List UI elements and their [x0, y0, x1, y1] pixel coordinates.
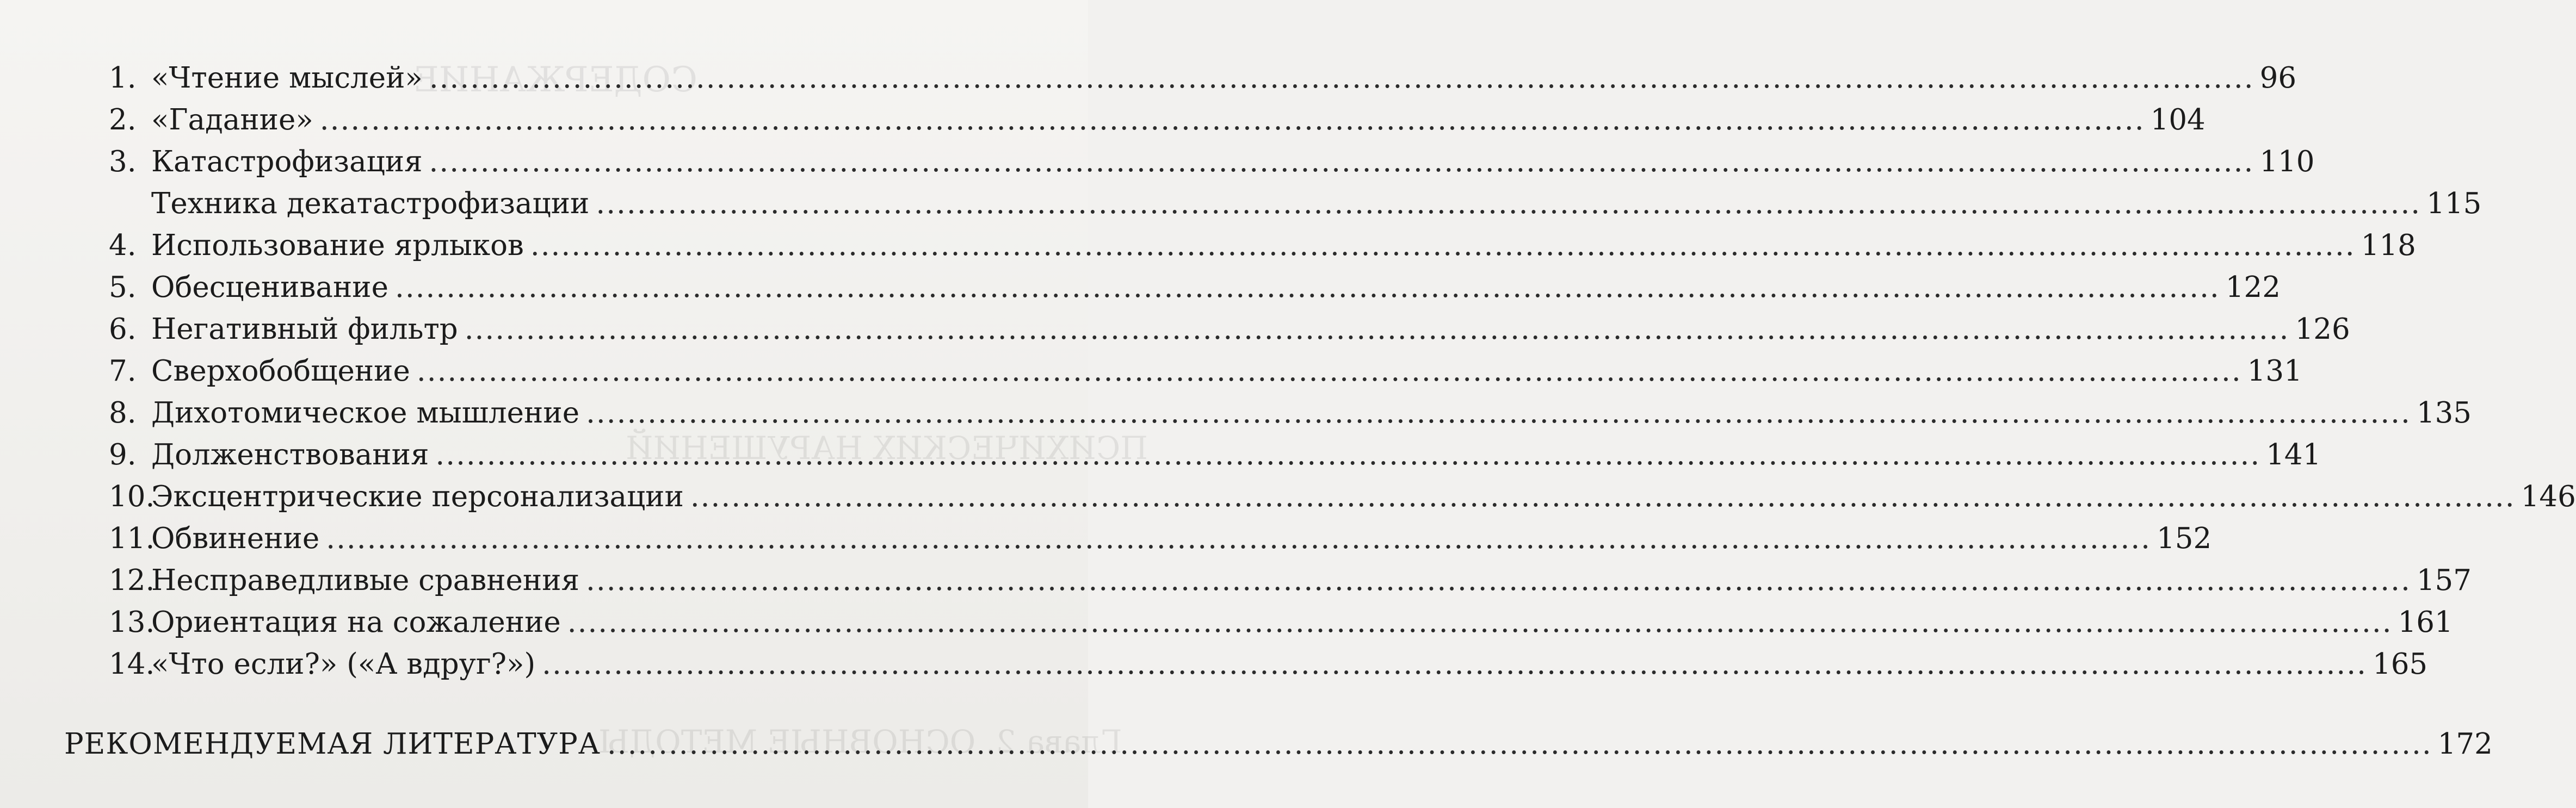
entry-title: Обесценивание: [151, 271, 388, 304]
entry-number: 14.: [109, 648, 155, 681]
entry-page-number: 115: [2426, 187, 2482, 220]
entry-page-number: 135: [2416, 396, 2472, 430]
dot-leader: [586, 560, 2411, 601]
entry-page-number: 146: [2521, 480, 2576, 513]
dot-leader: [320, 99, 2145, 141]
entry-title: РЕКОМЕНДУЕМАЯ ЛИТЕРАТУРА: [64, 728, 601, 761]
entry-title: «Чтение мыслей»: [151, 61, 423, 95]
entry-title: Негативный фильтр: [151, 313, 458, 346]
entry-page-number: 172: [2437, 728, 2493, 761]
entry-number: 13.: [109, 606, 155, 639]
toc-entry: [109, 392, 2472, 434]
entry-title: Сверхобобщение: [151, 355, 410, 388]
entry-page-number: 104: [2150, 103, 2206, 136]
entry-title: Долженствования: [151, 438, 429, 471]
entry-page-number: 126: [2295, 313, 2350, 346]
dot-leader: [429, 57, 2254, 99]
toc-entry: [109, 266, 2281, 308]
entry-page-number: 141: [2266, 438, 2321, 471]
entry-number: 2.: [109, 103, 137, 136]
entry-number: 4.: [109, 229, 137, 262]
entry-number: 7.: [109, 355, 137, 388]
toc-entry: [109, 560, 2472, 601]
entry-title: Дихотомическое мышление: [151, 396, 580, 430]
dot-leader: [586, 392, 2411, 434]
dot-leader: [596, 183, 2421, 225]
toc-entry: [109, 518, 2212, 560]
entry-title: «Гадание»: [151, 103, 313, 136]
toc-entry: [109, 225, 2416, 266]
entry-title: Техника декатастрофизации: [151, 187, 590, 220]
dot-leader: [395, 266, 2220, 308]
entry-page-number: 161: [2398, 606, 2453, 639]
toc-subentry: [109, 183, 2482, 225]
entry-number: 10.: [109, 480, 155, 513]
entry-number: 6.: [109, 313, 137, 346]
entry-page-number: 152: [2157, 522, 2212, 555]
entry-page-number: 96: [2259, 61, 2297, 95]
dot-leader: [417, 350, 2242, 392]
dot-leader: [429, 141, 2254, 183]
dot-leader: [435, 434, 2260, 476]
entry-title: Обвинение: [151, 522, 320, 555]
entry-number: 11.: [109, 522, 155, 555]
table-of-contents: [64, 57, 2576, 765]
show-through-texture: Глава 2. ОСНОВНЫЕ МЕТОДЫ: [598, 723, 1122, 760]
entry-page-number: 165: [2372, 648, 2428, 681]
dot-leader: [542, 643, 2367, 685]
entry-title: Катастрофизация: [151, 145, 423, 178]
toc-entry: [109, 308, 2350, 350]
toc-entry: [109, 434, 2321, 476]
show-through-texture: СОДЕРЖАНИЕ: [413, 60, 697, 100]
entry-number: 5.: [109, 271, 137, 304]
entry-number: 12.: [109, 564, 155, 597]
entry-title: Эксцентрические персонализации: [151, 480, 684, 513]
section-gap: [109, 685, 1045, 723]
entry-title: Ориентация на сожаление: [151, 606, 561, 639]
dot-leader: [690, 476, 2516, 518]
entry-title: Использование ярлыков: [151, 229, 524, 262]
entry-page-number: 131: [2247, 355, 2302, 388]
toc-entry: [109, 643, 2428, 685]
entry-page-number: 122: [2225, 271, 2281, 304]
entry-number: 9.: [109, 438, 137, 471]
dot-leader: [465, 308, 2290, 350]
dot-leader: [530, 225, 2356, 266]
entry-page-number: 110: [2259, 145, 2315, 178]
toc-entry: [109, 141, 2315, 183]
toc-entry: [109, 476, 2576, 518]
entry-number: 3.: [109, 145, 137, 178]
entry-page-number: 118: [2361, 229, 2416, 262]
show-through-texture: ПСИХИЧЕСКИХ НАРУШЕНИЙ: [626, 430, 1148, 467]
entry-number: 8.: [109, 396, 137, 430]
toc-entry: [109, 601, 2453, 643]
entry-page-number: 157: [2416, 564, 2472, 597]
entry-number: 1.: [109, 61, 137, 95]
dot-leader: [567, 601, 2393, 643]
toc-entry: [109, 350, 2302, 392]
toc-entry-references: [64, 723, 2493, 765]
entry-title: Несправедливые сравнения: [151, 564, 580, 597]
toc-entry: [109, 57, 2297, 99]
dot-leader: [607, 723, 2432, 765]
toc-entry: [109, 99, 2206, 141]
entry-title: «Что если?» («А вдруг?»): [151, 648, 536, 681]
dot-leader: [326, 518, 2151, 560]
